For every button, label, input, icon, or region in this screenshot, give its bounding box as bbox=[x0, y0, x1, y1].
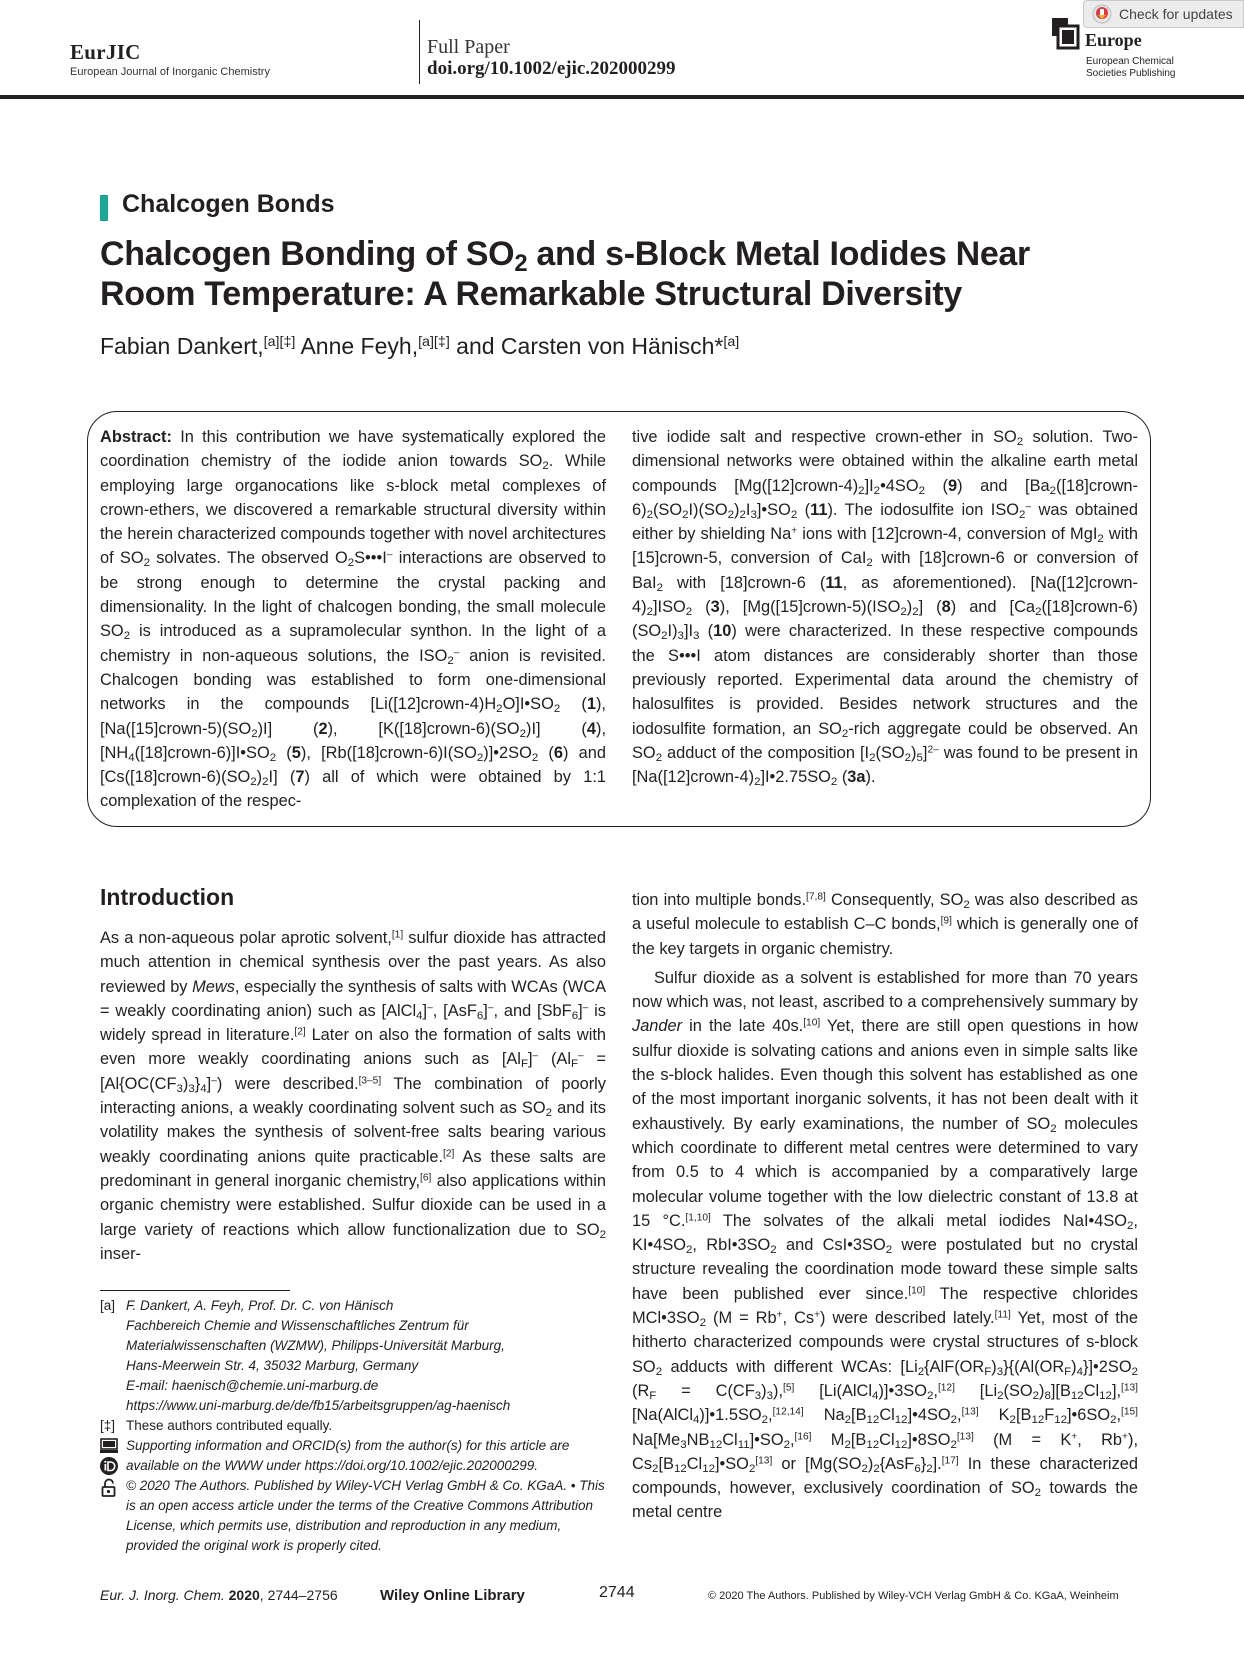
doi-link[interactable]: doi.org/10.1002/ejic.202000299 bbox=[427, 58, 676, 79]
footer-year: 2020 bbox=[228, 1587, 260, 1603]
author-affiliation: [a][‡] bbox=[418, 334, 450, 351]
title-text: Chalcogen Bonding of SO bbox=[100, 235, 515, 273]
title-subscript: 2 bbox=[514, 249, 528, 277]
wiley-online-library-link[interactable]: Wiley Online Library bbox=[380, 1587, 525, 1604]
abstract-label: Abstract: bbox=[100, 428, 172, 446]
orcid-icon bbox=[99, 1456, 119, 1476]
body-column-left bbox=[100, 926, 606, 1266]
open-access-note: © 2020 The Authors. Published by Wiley-VCH Verlag GmbH & Co. KGaA. • This is an open access article under the terms of the Creative Commons Attribution License, which permits use, distribution and reproduction in any medium, provided the original work is properly cited. bbox=[126, 1478, 605, 1553]
address-line: Materialwissenschaften (WZMW), Philipps-Universität Marburg, bbox=[126, 1338, 505, 1353]
header-divider bbox=[419, 20, 420, 84]
author-name: and Carsten von Hänisch* bbox=[456, 333, 724, 359]
open-access-lock-icon bbox=[99, 1478, 119, 1498]
supporting-info-note: Supporting information and ORCID(s) from the author(s) for this article are available on the WWW under https://doi.org/10.1002/ejic.202000299. bbox=[126, 1438, 570, 1473]
supporting-info-computer-icon bbox=[99, 1436, 119, 1456]
introduction-heading: Introduction bbox=[100, 884, 235, 910]
footer-citation bbox=[100, 1587, 338, 1603]
email-link[interactable]: E-mail: haenisch@chemie.uni-marburg.de bbox=[126, 1378, 379, 1393]
footer-journal-abbr: Eur. J. Inorg. Chem. bbox=[100, 1587, 225, 1603]
publisher-subtitle bbox=[1086, 56, 1176, 80]
article-title bbox=[100, 234, 1180, 314]
header-rule bbox=[0, 95, 1244, 99]
paper-type: Full Paper bbox=[427, 36, 510, 58]
section-accent-bar bbox=[100, 195, 108, 221]
publisher-subtitle-line: European Chemical bbox=[1086, 56, 1174, 67]
crossmark-icon bbox=[1092, 4, 1112, 24]
author-address bbox=[126, 1296, 606, 1416]
publisher-name: Europe bbox=[1085, 30, 1142, 50]
section-tag: Chalcogen Bonds bbox=[122, 190, 335, 218]
author-affiliation: [a][‡] bbox=[263, 334, 296, 351]
paragraph: tion into multiple bonds.[7,8] Consequently, $SO_2$ was also described as a useful molecule to establish C–C bonds,[9] which is generally one of the key targets in organic chemistry. bbox=[632, 891, 1139, 958]
footer-copyright: © 2020 The Authors. Published by Wiley-VCH Verlag GmbH & Co. KGaA, Weinheim bbox=[708, 1590, 1119, 1602]
publisher-subtitle-line: Societies Publishing bbox=[1086, 68, 1176, 79]
footer-pages: , 2744–2756 bbox=[259, 1587, 338, 1603]
body-column-right bbox=[632, 888, 1138, 1525]
check-for-updates-button[interactable] bbox=[1083, 0, 1244, 28]
author-name: Fabian Dankert, bbox=[100, 333, 264, 359]
paragraph: Sulfur dioxide as a solvent is established for more than 70 years now which was, not least, ascribed to a comprehensively summary by Jander in the late 40s.[10] Yet, there are still open questions in how sulfur dioxide is solvating cations and anions even in simple salts like the s-block halides. Even though this solvent has established as one of the most important inorganic solvents, it has not been dealt with it exhaustively. By early examinations, the number of $SO_2$ molecules which coordinate to different metal centres were determined to vary from 0.5 to 4 which is accompanied by a comparatively large molecular volume together with the low dielectric constant of 13.8 at 15 °C.[1,10] The solvates of the alkali metal iodides $NaI•4SO_2$, $KI•4SO_2$, $RbI•3SO_2$ and $CsI•3SO_2$ were postulated but no crystal structure revealing the coordination mode toward these simple salts have been published ever since.[10] The respective chlorides $MCl•3SO_2$ (M = Rb+, Cs+) were described lately.[11] Yet, most of the hitherto characterized compounds were crystal structures of s-block $SO_2$ adducts with different WCAs: [$Li_2\{AlF(OR_F)_3\}\{(Al(OR_F)_4\}]•2SO_2$ $(R_F = C(CF_3)_3),[5]$ $[Li(AlCl_4)]•3SO_2,[12]$ $[Li_2(SO_2)_8][B_{12}Cl_{12}],[13]$ $[Na(AlCl_4)]•1.5SO_2,[12,14]$ $Na_2[B_{12}Cl_{12}]•4SO_2,[13]$ $K_2[B_{12}F_{12}]•6SO_2,[15]$ $Na[Me_3NB_{12}Cl_{11}]•SO_2,[16]$ $M_2[B_{12}Cl_{12}]•8SO_2[13]$ (M = K+, Rb+), $Cs_2[B_{12}Cl_{12}]•SO_2[13]$ or $[Mg(SO_2)_2\{AsF_6\}_2].[17]$ In these characterized compounds, however, exclusively coordination of $SO_2$ towards the metal centre bbox=[632, 968, 1138, 1522]
footnote-mark: [a] bbox=[100, 1298, 116, 1313]
address-line: Fachbereich Chemie and Wissenschaftliches Zentrum für bbox=[126, 1318, 469, 1333]
author-list bbox=[100, 333, 739, 360]
address-line: F. Dankert, A. Feyh, Prof. Dr. C. von Hänisch bbox=[126, 1298, 394, 1313]
address-line: Hans-Meerwein Str. 4, 35032 Marburg, Germany bbox=[126, 1358, 419, 1373]
abstract-text-right: tive iodide salt and respective crown-ether in $SO_2$ solution. Two-dimensional networks were obtained within the alkaline earth metal compounds $[Mg([12]crown-4)_2]I_2•4SO_2$ (9) and $[Ba_2([18]crown-6)_2(SO_2I)(SO_2)_2I_3]•SO_2$ (11). The iodosulfite ion $ISO_2^-$ was obtained either by shielding Na+ ions with [12]crown-4, conversion of MgI$_2$ with [15]crown-5, conversion of CaI$_2$ with [18]crown-6 or conversion of BaI$_2$ with [18]crown-6 (11, as aforementioned). $[Na([12]crown-4)_2]ISO_2$ (3), $[Mg([15]crown-5)(ISO_2)_2]$ (8) and $[Ca_2([18]crown-6)(SO_2I)_3]I_3$ (10) were characterized. In these respective compounds the S•••I atom distances are considerably shorter than those previously reported. Experimental data around the chemistry of halosulfites is provided. Besides network structures and the iodosulfite formation, an $SO_2$-rich aggregate could be observed. An $SO_2$ adduct of the composition $[I_2(SO_2)_5]^{2-}$ was found to be present in $[Na([12]crown-4)_2]I•2.75SO_2$ (3a). bbox=[632, 428, 1139, 789]
footnote-rule bbox=[100, 1290, 290, 1291]
group-url-link[interactable]: https://www.uni-marburg.de/de/fb15/arbeitsgruppen/ag-haenisch bbox=[126, 1398, 511, 1413]
journal-name: EurJIC bbox=[70, 40, 141, 64]
author-affiliation: [a] bbox=[723, 334, 740, 351]
abstract-text-left: Abstract: In this contribution we have systematically explored the coordination chemistry of the iodide anion towards $SO_2$. While employing large organocations like s-block metal complexes of crown-ethers, we discovered a remarkable structural diversity within the herein characterized compounds together with novel architectures of $SO_2$ solvates. The observed $O_2S•••I^-$ interactions are observed to be strong enough to determine the crystal packing and dimensionality. In the light of chalcogen bonding, the small molecule $SO_2$ is introduced as a supramolecular synthon. In the light of a chemistry in non-aqueous solutions, the $ISO_2^-$ anion is revisited. Chalcogen bonding was established to form one-dimensional networks in the compounds $[Li([12]crown-4)H_2O]I•SO_2$ (1), $[Na([15]crown-5)(SO_2)I]$ (2), $[K([18]crown-6)(SO_2)I]$ (4), $[NH_4([18]crown-6)]I•SO_2$ (5), $[Rb([18]crown-6)I(SO_2)]•2SO_2$ (6) and $[Cs([18]crown-6)(SO_2)_2I]$ (7) all of which were obtained by 1:1 complexation of the respec- bbox=[100, 428, 607, 811]
journal-full-name: European Journal of Inorganic Chemistry bbox=[70, 66, 270, 78]
page-number: 2744 bbox=[599, 1584, 635, 1601]
title-text: Room Temperature: A Remarkable Structural Diversity bbox=[100, 275, 963, 313]
check-for-updates-label: Check for updates bbox=[1119, 6, 1233, 22]
paragraph: As a non-aqueous polar aprotic solvent,[1] sulfur dioxide has attracted much attention in chemical synthesis over the past years. As also reviewed by Mews, especially the synthesis of salts with WCAs (WCA = weakly coordinating anion) such as [AlCl$_4$]–, [AsF$_6$]–, and [SbF$_6$]– is widely spread in literature.[2] Later on also the formation of salts with even more weakly coordinating anions such as $[Al_F]^-$ $(Al_F^- = [Al\{OC(CF_3)_3\}_4]^-)$ were described.[3–5] The combination of poorly interacting anions, a weakly coordinating solvent such as $SO_2$ and its volatility makes the synthesis of solvent-free salts bearing various weakly coordinating anions quite practicable.[2] As these salts are predominant in general inorganic chemistry,[6] also applications within organic chemistry were established. Sulfur dioxide can be used in a large variety of reactions which allow functionalization due to $SO_2$ inser- bbox=[100, 929, 607, 1263]
author-name: Anne Feyh, bbox=[300, 333, 419, 359]
footnote-mark: [‡] bbox=[100, 1418, 116, 1433]
equal-contribution-note: These authors contributed equally. bbox=[126, 1418, 333, 1433]
chemistry-europe-logo-icon bbox=[1052, 18, 1080, 50]
title-text: and s-Block Metal Iodides Near bbox=[527, 235, 1030, 273]
